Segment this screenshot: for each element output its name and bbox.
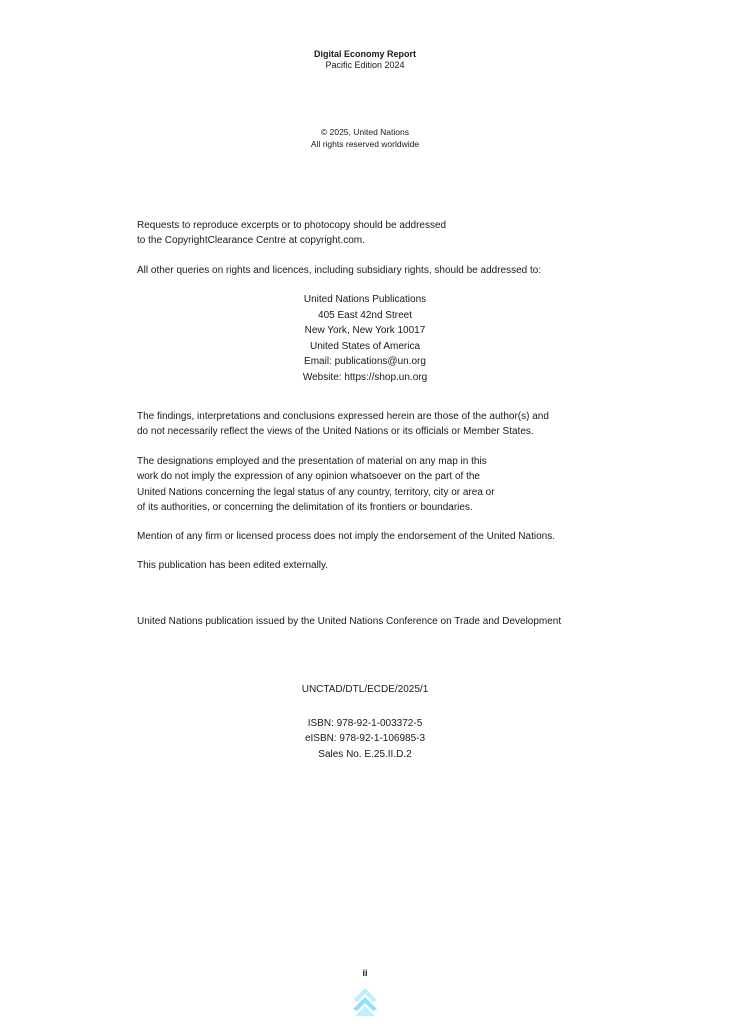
copyright-line: © 2025, United Nations <box>320 127 409 137</box>
isbn-block <box>0 716 730 762</box>
address-line-2: 405 East 42nd Street <box>318 309 412 321</box>
findings-line-2: do not necessarily reflect the views of the United Nations or its officials or Member States. <box>137 426 534 438</box>
findings-paragraph <box>137 409 607 440</box>
queries-paragraph <box>137 263 607 278</box>
unctad-chevron-logo-icon <box>352 986 378 1016</box>
reproduction-line-2: to the CopyrightClearance Centre at copyright.com. <box>137 235 365 247</box>
report-title: Digital Economy Report <box>313 49 416 59</box>
mention-paragraph <box>137 529 607 544</box>
queries-line: All other queries on rights and licences, including subsidiary rights, should be addressed to: <box>137 265 542 276</box>
address-line-1: United Nations Publications <box>303 294 427 305</box>
findings-line-1: The findings, interpretations and conclusions expressed herein are those of the author(s) and <box>137 411 549 422</box>
address-website: Website: https://shop.un.org <box>302 371 428 383</box>
address-line-4: United States of America <box>309 340 421 352</box>
issued-line: United Nations publication issued by the United Nations Conference on Trade and Development <box>137 616 562 627</box>
mention-line: Mention of any firm or licensed process does not imply the endorsement of the United Nations. <box>137 531 555 542</box>
document-symbol: UNCTAD/DTL/ECDE/2025/1 <box>301 684 429 695</box>
isbn-line: ISBN: 978-92-1-003372-5 <box>307 718 423 729</box>
rights-reserved-line: All rights reserved worldwide <box>310 139 420 149</box>
edited-paragraph <box>137 558 607 573</box>
report-title-block <box>0 49 730 71</box>
reproduction-paragraph <box>137 218 607 249</box>
designations-line-1: The designations employed and the presentation of material on any map in this <box>137 456 487 467</box>
address-line-3: New York, New York 10017 <box>304 325 426 337</box>
eisbn-line: eISBN: 978-92-1-106985-3 <box>304 733 426 745</box>
designations-line-3: United Nations concerning the legal status of any country, territory, city or area or <box>137 486 495 498</box>
designations-line-2: work do not imply the expression of any opinion whatsoever on the part of the <box>137 471 480 483</box>
issued-paragraph <box>137 614 607 629</box>
publications-address <box>0 292 730 386</box>
report-subtitle: Pacific Edition 2024 <box>325 60 405 70</box>
reproduction-line-1: Requests to reproduce excerpts or to photocopy should be addressed <box>137 220 447 231</box>
page-number: ii <box>362 968 368 978</box>
copyright-notice <box>0 126 730 150</box>
designations-paragraph <box>137 454 607 515</box>
edited-line: This publication has been edited externally. <box>137 560 329 571</box>
designations-line-4: of its authorities, or concerning the delimitation of its frontiers or boundaries. <box>137 501 473 513</box>
address-email: Email: publications@un.org <box>304 356 426 368</box>
sales-number-line: Sales No. E.25.II.D.2 <box>318 748 412 760</box>
